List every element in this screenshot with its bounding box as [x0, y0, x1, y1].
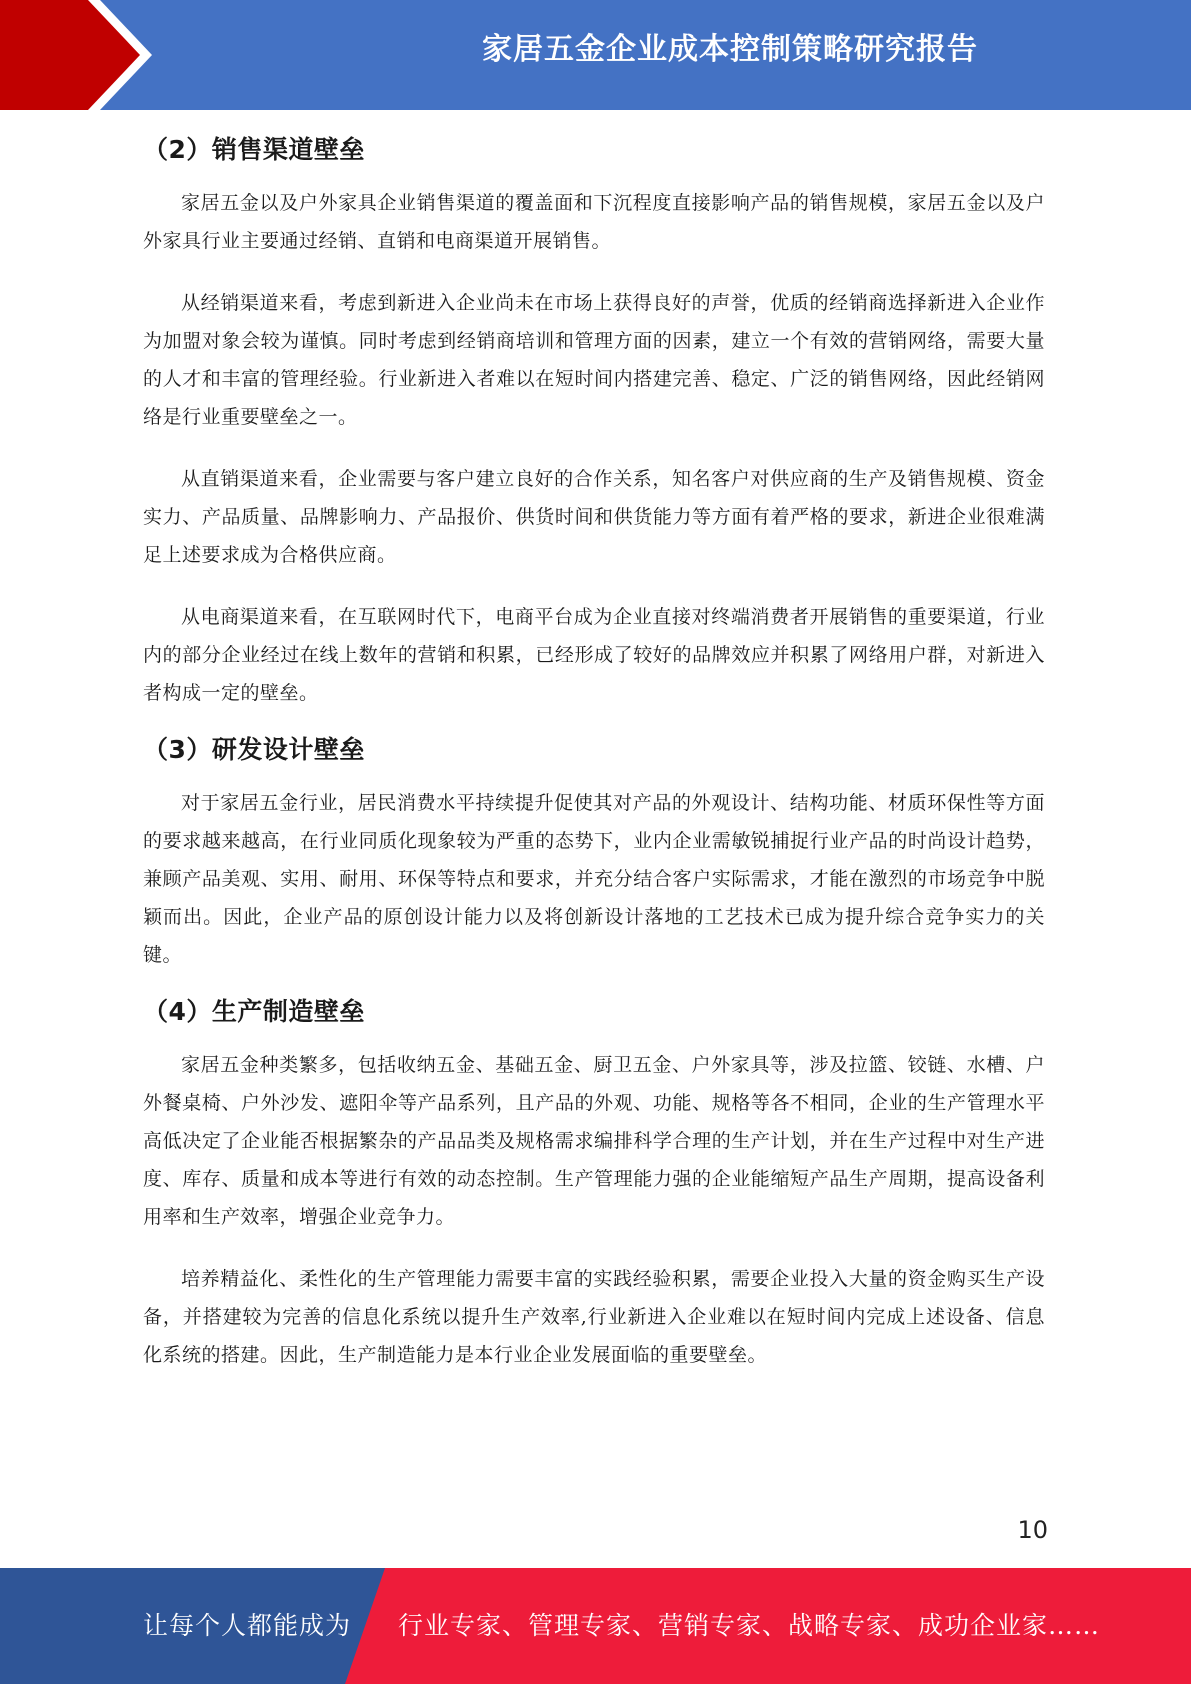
- section-heading: （4）生产制造壁垒: [143, 997, 365, 1026]
- document-body: [143, 118, 1045, 1374]
- footer-slogan-right: 行业专家、管理专家、营销专家、战略专家、成功企业家……: [398, 1611, 1101, 1640]
- paragraph: 家居五金种类繁多，包括收纳五金、基础五金、厨卫五金、户外家具等，涉及拉篮、铰链、水槽、户外餐桌椅、户外沙发、遮阳伞等产品系列，且产品的外观、功能、规格等各不相同，企业的生产管理水平高低决定了企业能否根据繁杂的产品品类及规格需求编排科学合理的生产计划，并在生产过程中对生产进度、库存、质量和成本等进行有效的动态控制。生产管理能力强的企业能缩短产品生产周期，提高设备利用率和生产效率，增强企业竞争力。: [143, 1054, 1045, 1228]
- paragraph: 培养精益化、柔性化的生产管理能力需要丰富的实践经验积累，需要企业投入大量的资金购买生产设备，并搭建较为完善的信息化系统以提升生产效率,行业新进入企业难以在短时间内完成上述设备、信息化系统的搭建。因此，生产制造能力是本行业企业发展面临的重要壁垒。: [143, 1268, 1045, 1366]
- page-number: 10: [1017, 1516, 1048, 1544]
- paragraph: 从电商渠道来看，在互联网时代下，电商平台成为企业直接对终端消费者开展销售的重要渠道，行业内的部分企业经过在线上数年的营销和积累，已经形成了较好的品牌效应并积累了网络用户群，对新进入者构成一定的壁垒。: [143, 606, 1045, 704]
- section-sales-channel: [143, 118, 1045, 712]
- page-footer: [0, 1568, 1191, 1684]
- page-header: [0, 0, 1191, 110]
- paragraph: 家居五金以及户外家具企业销售渠道的覆盖面和下沉程度直接影响产品的销售规模，家居五金以及户外家具行业主要通过经销、直销和电商渠道开展销售。: [143, 192, 1045, 252]
- footer-slogan-left: 让每个人都能成为: [143, 1611, 352, 1640]
- report-title: 家居五金企业成本控制策略研究报告: [482, 32, 978, 67]
- section-manufacturing: [143, 980, 1045, 1374]
- section-rd-design: [143, 718, 1045, 974]
- paragraph: 从经销渠道来看，考虑到新进入企业尚未在市场上获得良好的声誉，优质的经销商选择新进入企业作为加盟对象会较为谨慎。同时考虑到经销商培训和管理方面的因素，建立一个有效的营销网络，需要大量的人才和丰富的管理经验。行业新进入者难以在短时间内搭建完善、稳定、广泛的销售网络，因此经销网络是行业重要壁垒之一。: [143, 292, 1045, 428]
- paragraph: 从直销渠道来看，企业需要与客户建立良好的合作关系，知名客户对供应商的生产及销售规模、资金实力、产品质量、品牌影响力、产品报价、供货时间和供货能力等方面有着严格的要求，新进企业很难满足上述要求成为合格供应商。: [143, 468, 1045, 566]
- paragraph: 对于家居五金行业，居民消费水平持续提升促使其对产品的外观设计、结构功能、材质环保性等方面的要求越来越高，在行业同质化现象较为严重的态势下，业内企业需敏锐捕捉行业产品的时尚设计趋势，兼顾产品美观、实用、耐用、环保等特点和要求，并充分结合客户实际需求，才能在激烈的市场竞争中脱颖而出。因此，企业产品的原创设计能力以及将创新设计落地的工艺技术已成为提升综合竞争实力的关键。: [143, 792, 1045, 966]
- section-heading: （3）研发设计壁垒: [143, 735, 365, 764]
- section-heading: （2）销售渠道壁垒: [143, 135, 365, 164]
